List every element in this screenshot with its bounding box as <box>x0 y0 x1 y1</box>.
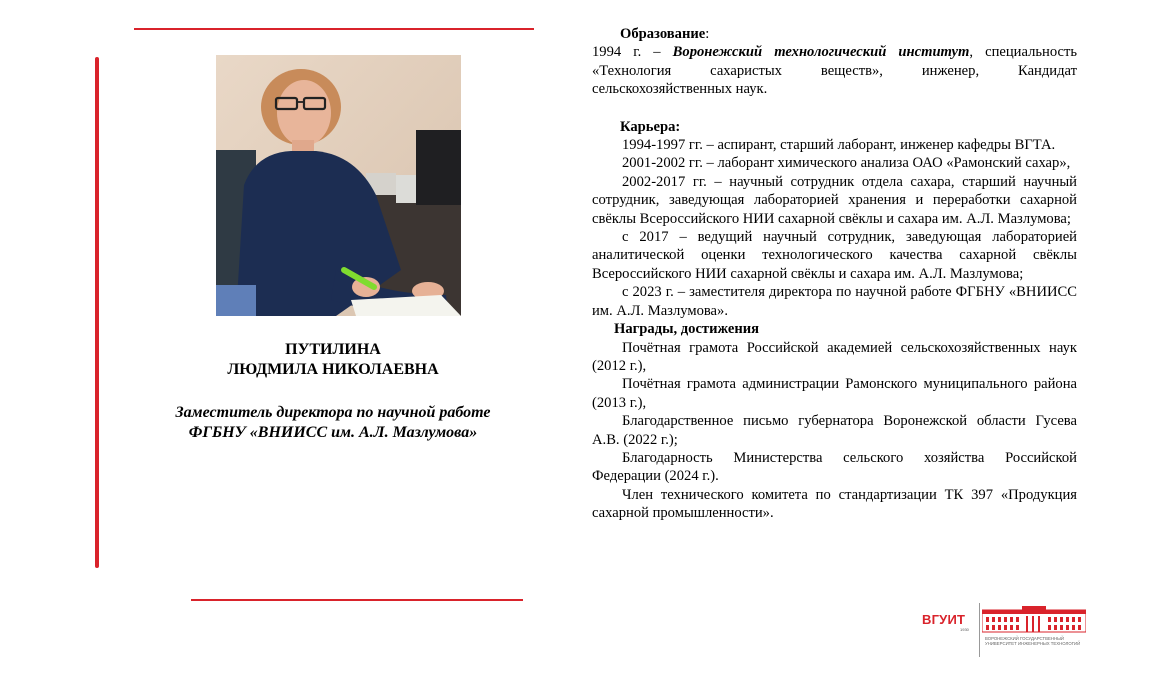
awards-heading: Награды, достижения <box>614 321 760 338</box>
logo-caption: ВОРОНЕЖСКИЙ ГОСУДАРСТВЕННЫЙ УНИВЕРСИТЕТ ИНЖЕНЕРНЫХ ТЕХНОЛОГИЙ <box>985 636 1081 646</box>
career-item: 1994-1997 гг. – аспирант, старший лаборант, инженер кафедры ВГТА. <box>622 137 1056 154</box>
position-title-line-2: ФГБНУ «ВНИИСС им. А.Л. Мазлумова» <box>188 424 478 441</box>
award-item: Член технического комитета по стандартизации ТК 397 «Продукция сахарной промышленности». <box>592 486 1077 522</box>
career-item: 2001-2002 гг. – лаборант химического анализа ОАО «Рамонский сахар», <box>622 155 1071 172</box>
bottom-divider-line <box>191 599 523 601</box>
university-logo <box>922 603 1092 659</box>
portrait-photo <box>216 55 461 316</box>
logo-year: 1930 <box>960 627 969 632</box>
education-entry: 1994 г. – Воронежский технологический институт, специальность «Технология сахаристых веществ», инженер, Кандидат сельскохозяйственных наук. <box>592 44 1077 98</box>
education-heading: Образование: <box>620 26 710 42</box>
top-divider-line <box>134 28 534 30</box>
logo-divider <box>979 603 980 657</box>
left-accent-bar <box>95 57 99 568</box>
award-item: Почётная грамота администрации Рамонского муниципального района (2013 г.), <box>592 376 1077 411</box>
position-title-line-1: Заместитель директора по научной работе <box>175 404 491 421</box>
career-heading: Карьера: <box>620 118 681 135</box>
person-given-names: ЛЮДМИЛА НИКОЛАЕВНА <box>227 361 439 378</box>
career-item: с 2023 г. – заместителя директора по научной работе ФГБНУ «ВНИИСС им. А.Л. Мазлумова». <box>592 284 1077 319</box>
logo-wordmark: ВГУИТ <box>922 612 966 627</box>
building-icon <box>982 606 1086 634</box>
institution-name: Воронежский технологический институт <box>672 44 970 61</box>
career-item: 2002-2017 гг. – научный сотрудник отдела сахара, старший научный сотрудник, заведующая лабораторией хранения и переработки сахарной свёклы Всероссийского НИИ сахарной свёклы и сахара им. А.Л. Мазлумова; <box>592 173 1077 227</box>
award-item: Почётная грамота Российской академией сельскохозяйственных наук (2012 г.), <box>592 339 1077 374</box>
career-item: с 2017 – ведущий научный сотрудник, заведующая лабораторией аналитической оценки технологического качества сахарной свёклы Всероссийского НИИ сахарной свёклы и сахара им. А.Л. Мазлумова; <box>592 229 1077 282</box>
award-item: Благодарственное письмо губернатора Воронежской области Гусева А.В. (2022 г.); <box>592 413 1077 448</box>
award-item: Благодарность Министерства сельского хозяйства Российской Федерации (2024 г.). <box>592 449 1077 485</box>
biography-column <box>592 25 1077 523</box>
person-surname: ПУТИЛИНА <box>285 341 381 358</box>
